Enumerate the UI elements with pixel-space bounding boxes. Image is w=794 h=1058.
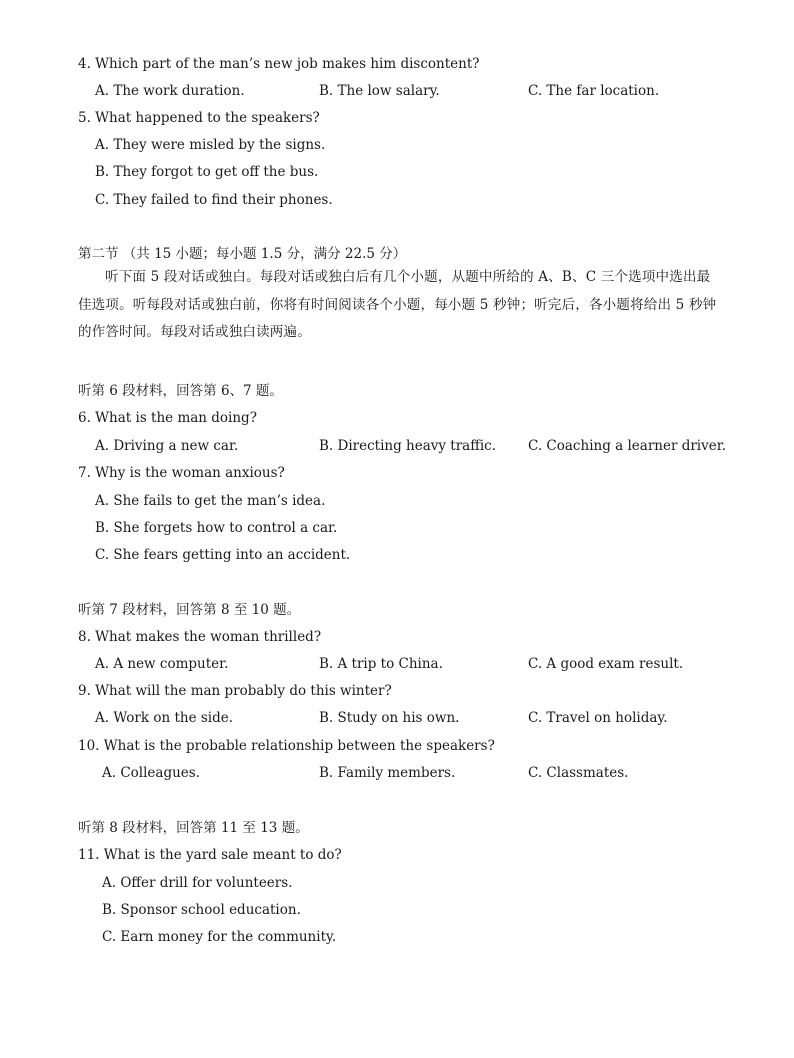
question-4-stem: 4. Which part of the man’s new job makes him discontent?: [78, 56, 480, 72]
question-10-option-c: C. Classmates.: [528, 765, 629, 781]
question-6-option-b: B. Directing heavy traffic.: [319, 438, 496, 454]
question-6-option-c: C. Coaching a learner driver.: [528, 438, 727, 454]
question-5-option-b: B. They forgot to get off the bus.: [95, 164, 319, 180]
material-7-title: 听第 7 段材料，回答第 8 至 10 题。: [78, 602, 301, 618]
question-4-option-b: B. The low salary.: [319, 83, 440, 99]
question-8-option-c: C. A good exam result.: [528, 656, 684, 672]
question-11-option-a: A. Offer drill for volunteers.: [102, 875, 293, 891]
question-8-option-a: A. A new computer.: [95, 656, 229, 672]
question-11-option-c: C. Earn money for the community.: [102, 929, 337, 945]
question-6-option-a: A. Driving a new car.: [95, 438, 239, 454]
material-8-title: 听第 8 段材料，回答第 11 至 13 题。: [78, 820, 309, 836]
question-9-option-c: C. Travel on holiday.: [528, 710, 668, 726]
question-5-stem: 5. What happened to the speakers?: [78, 110, 320, 126]
question-7-stem: 7. Why is the woman anxious?: [78, 465, 285, 481]
question-4-option-c: C. The far location.: [528, 83, 660, 99]
question-10-stem: 10. What is the probable relationship between the speakers?: [78, 738, 495, 754]
question-11-stem: 11. What is the yard sale meant to do?: [78, 847, 342, 863]
question-7-option-a: A. She fails to get the man’s idea.: [95, 493, 326, 509]
question-10-option-a: A. Colleagues.: [102, 765, 201, 781]
question-5-option-c: C. They failed to find their phones.: [95, 192, 333, 208]
question-4-option-a: A. The work duration.: [95, 83, 245, 99]
section-2-instructions: 听下面 5 段对话或独白。每段对话或独白后有几个小题，从题中所给的 A、B、C 三个选项中选出最佳选项。听每段对话或独白前，你将有时间阅读各个小题，每小题 5 秒钟；听完后，各小题将给出 5 秒钟的作答时间。每段对话或独白读两遍。: [78, 269, 717, 340]
question-5-option-a: A. They were misled by the signs.: [95, 137, 326, 153]
question-9-option-b: B. Study on his own.: [319, 710, 460, 726]
question-6-stem: 6. What is the man doing?: [78, 410, 257, 426]
question-7-option-c: C. She fears getting into an accident.: [95, 547, 351, 563]
question-11-option-b: B. Sponsor school education.: [102, 902, 301, 918]
material-6-title: 听第 6 段材料，回答第 6、7 题。: [78, 383, 283, 399]
question-10-option-b: B. Family members.: [319, 765, 456, 781]
question-8-option-b: B. A trip to China.: [319, 656, 443, 672]
question-9-stem: 9. What will the man probably do this winter?: [78, 683, 392, 699]
question-9-option-a: A. Work on the side.: [95, 710, 234, 726]
question-8-stem: 8. What makes the woman thrilled?: [78, 629, 322, 645]
section-2-heading: 第二节 （共 15 小题；每小题 1.5 分，满分 22.5 分）: [78, 246, 407, 262]
question-7-option-b: B. She forgets how to control a car.: [95, 520, 338, 536]
